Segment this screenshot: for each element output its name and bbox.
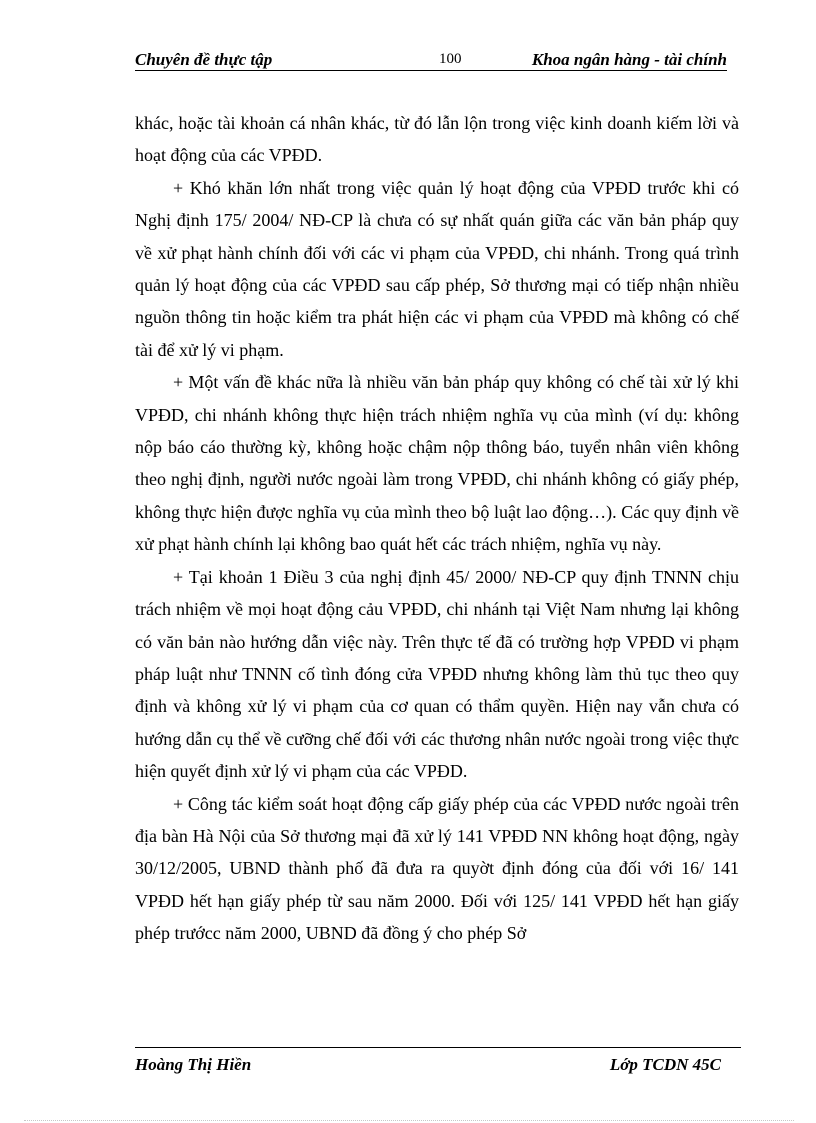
paragraph: + Tại khoản 1 Điều 3 của nghị định 45/ 2000/ NĐ-CP quy định TNNN chịu trách nhiệm về mọi hoạt động cảu VPĐD, chi nhánh tại Việt Nam nhưng lại không có văn bản nào hướng dẫn việc này. Trên thực tế đã có trường hợp VPĐD vi phạm pháp luật như TNNN cố tình đóng cửa VPĐD nhưng không làm thủ tục theo quy định và không xử lý vi phạm của cơ quan có thẩm quyền. Hiện nay vẫn chưa có hướng dẫn cụ thể về cưỡng chế đối với các thương nhân nước ngoài trong việc thực hiện quyết định xử lý vi phạm của các VPĐD. xyxy=(135,566,739,782)
footer-divider xyxy=(135,1047,741,1048)
page-number: 100 xyxy=(439,51,462,67)
paragraph: + Một vấn đề khác nữa là nhiều văn bản pháp quy không có chế tài xử lý khi VPĐD, chi nhánh không thực hiện trách nhiệm nghĩa vụ của mình (ví dụ: không nộp báo cáo thường kỳ, không hoặc chậm nộp thông báo, tuyển nhân viên không theo nghị định, người nước ngoài làm trong VPĐD, chi nhánh không có giấy phép, không thực hiện được nghĩa vụ của mình theo bộ luật lao động…). Các quy định về xử phạt hành chính lại không bao quát hết các trách nhiệm, nghĩa vụ này. xyxy=(135,372,739,555)
paragraph-continuation: khác, hoặc tài khoản cá nhân khác, từ đó lẫn lộn trong việc kinh doanh kiếm lời và hoạt động của các VPĐD. xyxy=(135,113,739,166)
page-header xyxy=(135,46,727,71)
page-footer xyxy=(135,1055,721,1079)
paragraph: + Khó khăn lớn nhất trong việc quản lý hoạt động của VPĐD trước khi có Nghị định 175/ 2004/ NĐ-CP là chưa có sự nhất quán giữa các văn bản pháp quy về xử phạt hành chính đối với các vi phạm của VPĐD, chi nhánh. Trong quá trình quản lý hoạt động của các VPĐD sau cấp phép, Sở thương mại có tiếp nhận nhiều nguồn thông tin hoặc kiểm tra phát hiện các vi phạm của VPĐD mà không có chế tài để xử lý vi phạm. xyxy=(135,177,739,360)
footer-author: Hoàng Thị Hiền xyxy=(135,1055,252,1074)
header-department: Khoa ngân hàng - tài chính xyxy=(531,50,727,69)
body-text xyxy=(135,107,739,950)
paragraph: + Công tác kiểm soát hoạt động cấp giấy phép của các VPĐD nước ngoài trên địa bàn Hà Nội của Sở thương mại đã xử lý 141 VPĐD NN không hoạt động, ngày 30/12/2005, UBND thành phố đã đưa ra quyờt định đóng của đối với 16/ 141 VPĐD hết hạn giấy phép từ sau năm 2000. Đối với 125/ 141 VPĐD hết hạn giấy phép trướcc năm 2000, UBND đã đồng ý cho phép Sở xyxy=(135,793,739,944)
footer-class: Lớp TCDN 45C xyxy=(609,1055,721,1074)
page-edge-divider xyxy=(24,1120,794,1121)
header-title: Chuyên đề thực tập xyxy=(135,50,273,69)
